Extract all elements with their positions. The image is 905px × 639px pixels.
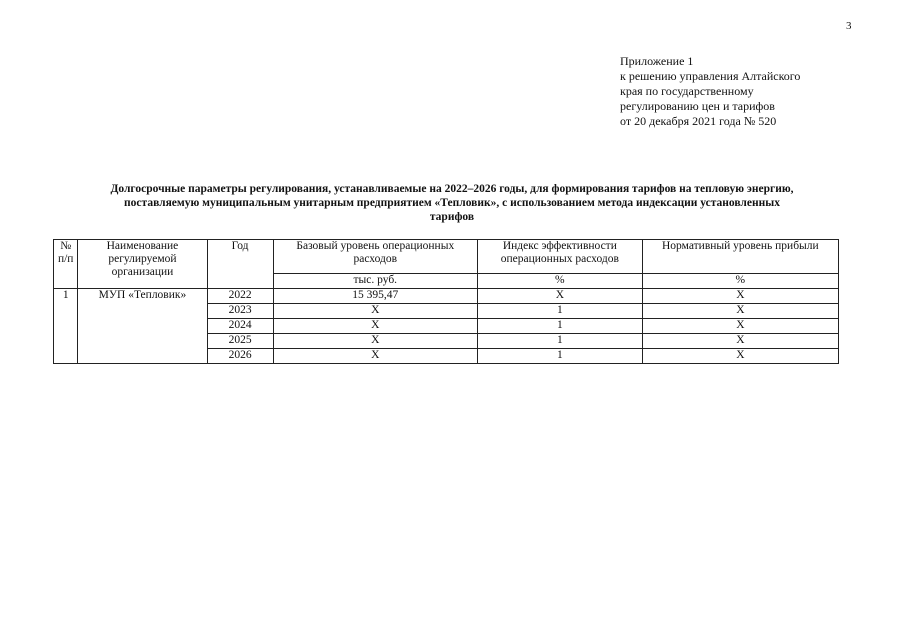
header-base-line: расходов [353, 253, 398, 265]
cell-profit: X [642, 319, 838, 334]
appendix-line: Приложение 1 [620, 54, 694, 68]
title-line: Долгосрочные параметры регулирования, устанавливаемые на 2022–2026 годы, для формирования тарифов на тепловую энергию, [110, 183, 794, 195]
header-org-line: организации [111, 266, 174, 278]
header-num-line: п/п [57, 253, 74, 265]
cell-profit: X [642, 349, 838, 364]
header-base-line: Базовый уровень операционных [296, 240, 455, 252]
header-org [78, 240, 207, 289]
cell-base: X [273, 334, 477, 349]
cell-index: 1 [477, 304, 642, 319]
header-num-line: № [60, 240, 72, 252]
row-org-name: МУП «Тепловик» [78, 289, 207, 364]
header-index [477, 240, 642, 274]
cell-index: 1 [477, 319, 642, 334]
unit-index: % [477, 274, 642, 289]
table-header-row [54, 240, 839, 274]
appendix-line: от 20 декабря 2021 года № 520 [620, 114, 777, 128]
title-line: тарифов [429, 211, 475, 223]
parameters-table [53, 239, 839, 364]
cell-index: 1 [477, 334, 642, 349]
cell-profit: X [642, 334, 838, 349]
header-index-line: Индекс эффективности [502, 240, 617, 252]
appendix-line: края по государственному [620, 84, 754, 98]
cell-profit: X [642, 304, 838, 319]
header-profit: Нормативный уровень прибыли [642, 240, 838, 274]
cell-year: 2024 [207, 319, 273, 334]
document-title [40, 182, 864, 224]
header-year: Год [207, 240, 273, 289]
appendix-block [620, 54, 800, 129]
table-row [54, 289, 839, 304]
header-org-line: регулируемой [108, 253, 177, 265]
header-org-line: Наименование [106, 240, 179, 252]
row-num: 1 [54, 289, 78, 364]
cell-index: 1 [477, 349, 642, 364]
cell-base: X [273, 304, 477, 319]
cell-base: X [273, 319, 477, 334]
cell-index: X [477, 289, 642, 304]
unit-profit: % [642, 274, 838, 289]
cell-profit: X [642, 289, 838, 304]
cell-year: 2025 [207, 334, 273, 349]
cell-year: 2022 [207, 289, 273, 304]
header-num [54, 240, 78, 289]
unit-base: тыс. руб. [273, 274, 477, 289]
cell-base: 15 395,47 [273, 289, 477, 304]
header-base [273, 240, 477, 274]
appendix-line: регулированию цен и тарифов [620, 99, 775, 113]
title-line: поставляемую муниципальным унитарным предприятием «Тепловик», с использованием метода индексации установленных [124, 197, 780, 209]
cell-year: 2026 [207, 349, 273, 364]
appendix-line: к решению управления Алтайского [620, 69, 801, 83]
cell-year: 2023 [207, 304, 273, 319]
cell-base: X [273, 349, 477, 364]
header-index-line: операционных расходов [500, 253, 619, 265]
page-number: 3 [846, 20, 852, 32]
